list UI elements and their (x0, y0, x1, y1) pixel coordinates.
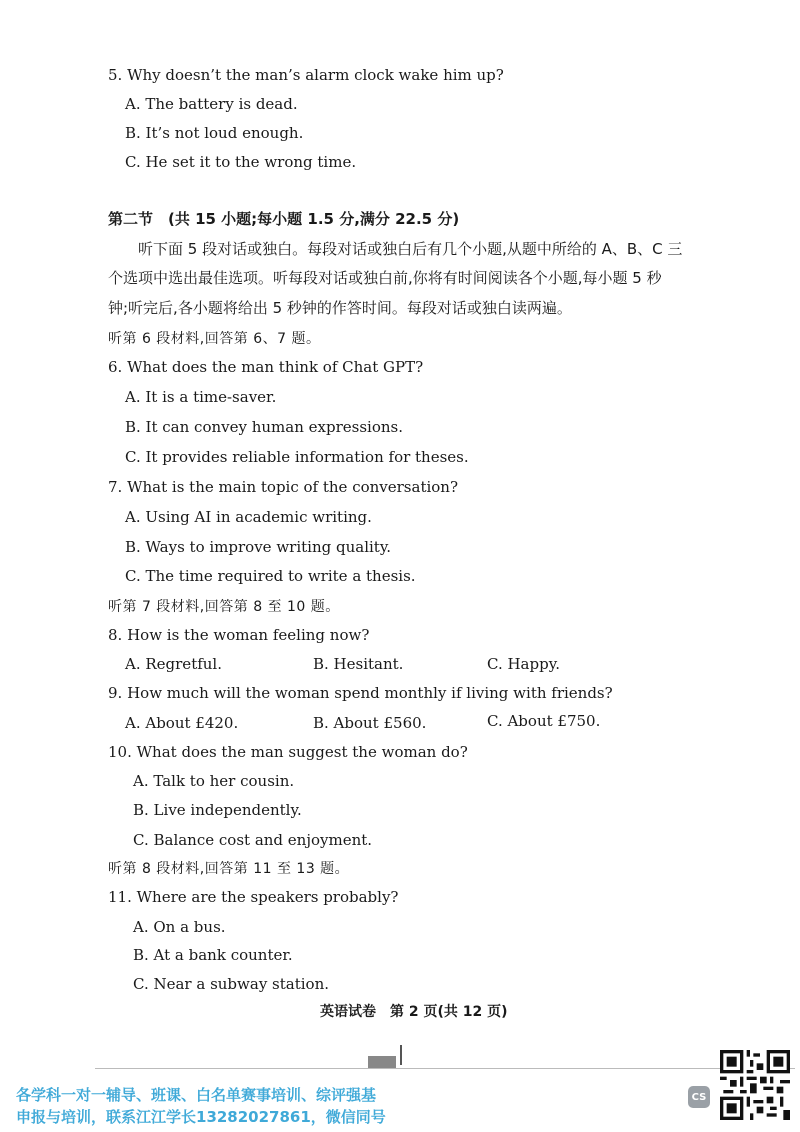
question-9: 9. How much will the woman spend monthly if living with friends? (108, 684, 613, 702)
scan-mark (368, 1056, 396, 1068)
question-10: 10. What does the man suggest the woman do? (108, 743, 468, 761)
divider-line (95, 1068, 795, 1069)
question-8: 8. How is the woman feeling now? (108, 626, 370, 644)
material-8-label: 听第 8 段材料,回答第 11 至 13 题。 (108, 861, 350, 877)
q11-option-a: A. On a bus. (133, 918, 226, 936)
q5-option-a: A. The battery is dead. (125, 95, 298, 113)
q11-option-c: C. Near a subway station. (133, 975, 330, 993)
q6-option-b: B. It can convey human expressions. (125, 418, 403, 436)
section-instructions-2: 个选项中选出最佳选项。听每段对话或独白前,你将有时间阅读各个小题,每小题 5 秒 (108, 269, 662, 287)
q7-option-c: C. The time required to write a thesis. (125, 567, 416, 585)
material-7-label: 听第 7 段材料,回答第 8 至 10 题。 (108, 599, 340, 615)
section-title: 第二节 (共 15 小题;每小题 1.5 分,满分 22.5 分) (108, 210, 460, 228)
scan-tick (400, 1045, 402, 1065)
question-7: 7. What is the main topic of the conversation? (108, 478, 459, 496)
q8-option-b: B. Hesitant. (313, 655, 404, 673)
q6-option-a: A. It is a time-saver. (125, 388, 277, 406)
q5-option-b: B. It’s not loud enough. (125, 124, 304, 142)
q11-option-b: B. At a bank counter. (133, 946, 293, 964)
page-footer: 英语试卷 第 2 页(共 12 页) (320, 1004, 508, 1020)
question-6: 6. What does the man think of Chat GPT? (108, 358, 424, 376)
ad-line-1: 各学科一对一辅导、班课、白名单赛事培训、综评强基 (16, 1086, 377, 1104)
q9-option-c: C. About £750. (487, 712, 601, 730)
q7-option-b: B. Ways to improve writing quality. (125, 538, 392, 556)
q8-option-c: C. Happy. (487, 655, 560, 673)
q10-option-c: C. Balance cost and enjoyment. (133, 831, 373, 849)
material-6-label: 听第 6 段材料,回答第 6、7 题。 (108, 331, 321, 347)
section-instructions-3: 钟;听完后,各小题将给出 5 秒钟的作答时间。每段对话或独白读两遍。 (108, 299, 572, 317)
question-5: 5. Why doesn’t the man’s alarm clock wake him up? (108, 66, 504, 84)
qr-code-icon (720, 1050, 790, 1120)
section-instructions-1: 听下面 5 段对话或独白。每段对话或独白后有几个小题,从题中所给的 A、B、C 三 (108, 240, 683, 258)
q7-option-a: A. Using AI in academic writing. (125, 508, 372, 526)
camscanner-logo-icon: CS (688, 1086, 710, 1108)
q10-option-b: B. Live independently. (133, 801, 302, 819)
q6-option-c: C. It provides reliable information for theses. (125, 448, 469, 466)
question-11: 11. Where are the speakers probably? (108, 888, 399, 906)
q9-option-b: B. About £560. (313, 714, 427, 732)
q10-option-a: A. Talk to her cousin. (133, 772, 295, 790)
ad-line-2: 申报与培训，联系江江学长13282027861，微信同号 (16, 1108, 386, 1126)
q5-option-c: C. He set it to the wrong time. (125, 153, 357, 171)
q9-option-a: A. About £420. (125, 714, 239, 732)
q8-option-a: A. Regretful. (125, 655, 222, 673)
